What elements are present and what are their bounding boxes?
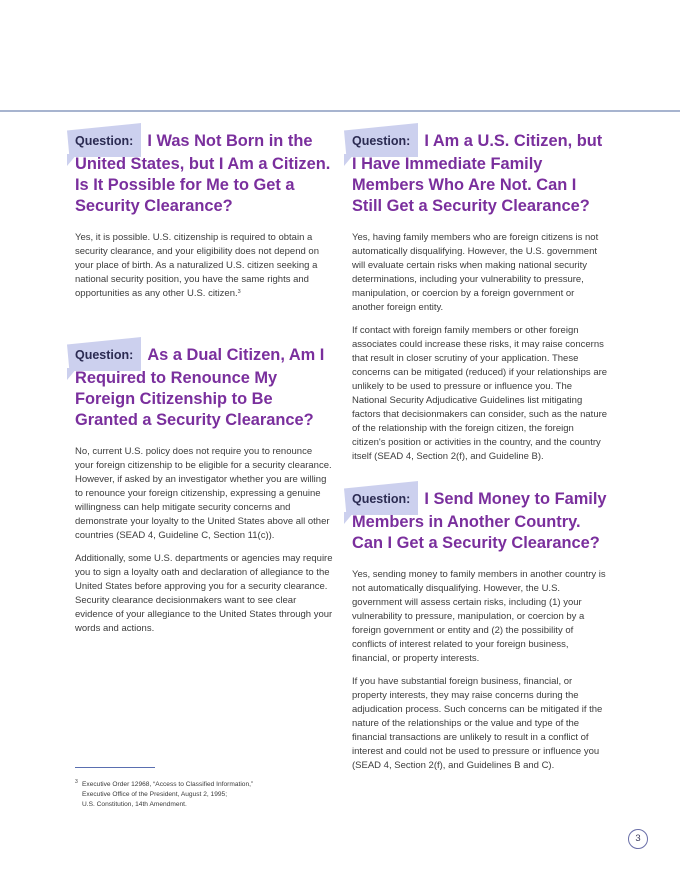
qa-send-money-heading <box>352 486 608 554</box>
left-column <box>75 128 333 645</box>
qa-family-members-answer-2: If contact with foreign family members or other foreign associates could increase these risks, it may raise concerns that result in closer scrutiny of your application. These concerns can be mitigated (reduced) if your relationships are unlikely to be used to pressure or influence you. The National Security Adjudicative Guidelines list mitigating factors that decisionmakers can consider, such as the nature of the relationship with the foreign citizen, the foreign citizen's position or activities in the country, and the country itself (SEAD 4, Section 2(f), and Guideline B). <box>352 325 608 462</box>
qa-born-abroad-answer: Yes, it is possible. U.S. citizenship is required to obtain a security clearance, and your eligibility does not depend on your place of birth. As a naturalized U.S. citizen seeking a national security position, you have the same rights and opportunities as any other U.S. citizen.$^3$ <box>75 232 319 299</box>
footnote-line-1: Executive Order 12968, “Access to Classified Information,” <box>82 781 254 788</box>
footnote-number: 3 <box>75 779 78 785</box>
footnote-line-3: U.S. Constitution, 14th Amendment. <box>82 801 187 808</box>
qa-born-abroad <box>75 128 333 328</box>
footnote <box>75 780 335 810</box>
page-number: 3 <box>628 829 648 849</box>
qa-dual-citizen <box>75 342 333 636</box>
qa-family-members-answer-1: Yes, having family members who are foreign citizens is not automatically disqualifying. However, the U.S. government will evaluate certain risks when making national security determinations, including your vulnerability to pressure, manipulation, or coercion by a foreign government or another foreign entity. <box>352 232 599 313</box>
qa-family-members <box>352 128 608 464</box>
qa-send-money-answer-2: If you have substantial foreign business, financial, or property interests, they may raise concerns during the adjudication process. Such concerns can be mitigated if the nature of the relationships or the value and type of the financial transactions are unlikely to result in a conflict of interest and could not be used to pressure or influence you (SEAD 4, Section 2(f), and Guidelines B and C). <box>352 676 603 771</box>
qa-born-abroad-heading <box>75 128 333 217</box>
qa-dual-citizen-answer-1: No, current U.S. policy does not require you to renounce your foreign citizenship to be eligible for a security clearance. However, if asked by an investigator whether you are willing to renounce your foreign citizenship, expressing a genuine willingness can help mitigate security concerns and demonstrate your loyalty to the United States above all other countries (SEAD 4, Guideline C, Section 11(c)). <box>75 446 332 541</box>
qa-send-money-title: I Send Money to Family Members in Another Country. Can I Get a Security Clearance? <box>352 490 607 552</box>
qa-dual-citizen-answer-2: Additionally, some U.S. departments or agencies may require you to sign a loyalty oath and declaration of allegiance to the United States before approving you for a security clearance. Security clearance decisionmakers want to see clear evidence of your allegiance to the United States through your words and actions. <box>75 553 333 634</box>
question-tag: Question: <box>75 342 139 368</box>
right-column <box>352 128 608 782</box>
qa-born-abroad-title: I Was Not Born in the United States, but I Am a Citizen. Is It Possible for Me to Get a Security Clearance? <box>75 132 331 215</box>
footnote-divider <box>75 767 155 768</box>
question-tag: Question: <box>352 128 416 154</box>
qa-family-members-heading <box>352 128 608 217</box>
qa-dual-citizen-title: As a Dual Citizen, Am I Required to Renounce My Foreign Citizenship to Be Granted a Security Clearance? <box>75 346 325 429</box>
header-divider <box>0 110 680 112</box>
question-tag: Question: <box>352 486 416 512</box>
qa-send-money <box>352 486 608 773</box>
question-tag: Question: <box>75 128 139 154</box>
qa-family-members-title: I Am a U.S. Citizen, but I Have Immediate Family Members Who Are Not. Can I Still Get a Security Clearance? <box>352 132 603 215</box>
qa-dual-citizen-heading <box>75 342 333 431</box>
footnote-ref: 3 <box>237 289 241 295</box>
footnote-line-2: Executive Office of the President, August 2, 1995; <box>82 791 228 798</box>
qa-send-money-answer-1: Yes, sending money to family members in another country is not automatically disqualifying. However, the U.S. government will assess certain risks, including (1) your vulnerability to pressure, manipulation, or coercion by a foreign government or entity and (2) the possibility of conflicts of interest related to your foreign business, financial, or property interests. <box>352 569 606 664</box>
